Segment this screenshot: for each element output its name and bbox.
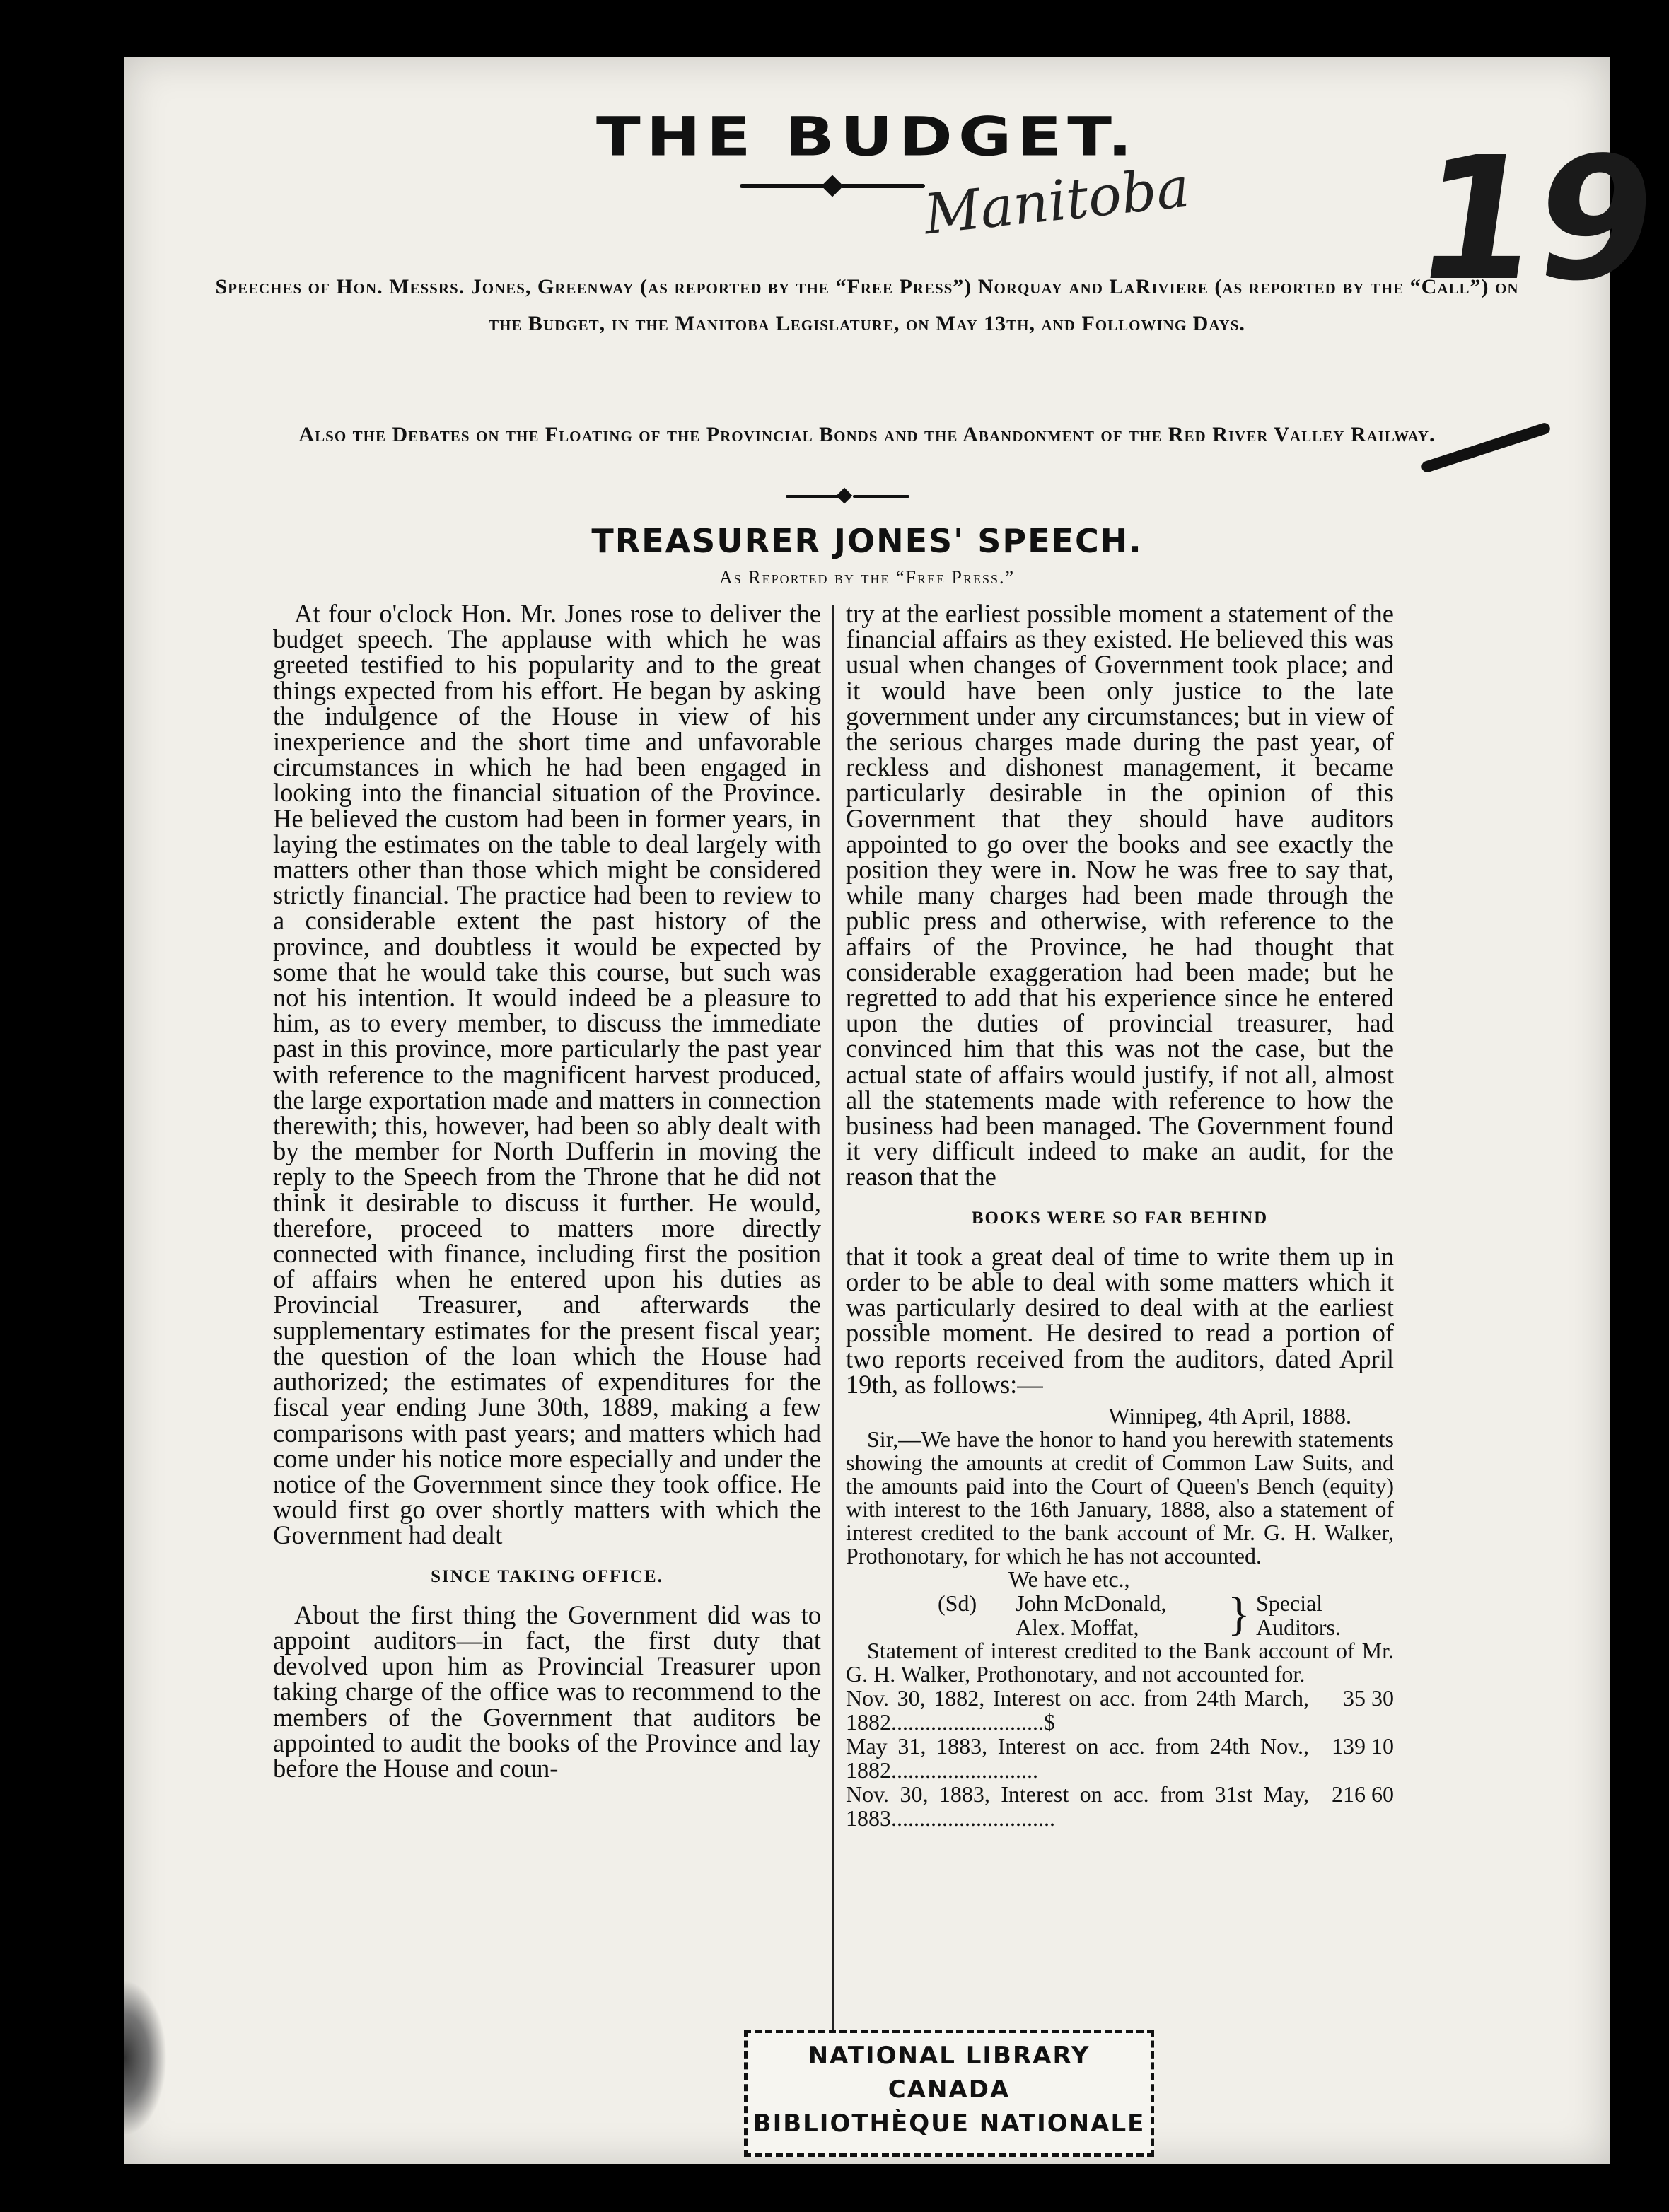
ledger-description: Nov. 30, 1883, Interest on acc. from 31st May, 1883............................. xyxy=(846,1781,1309,1832)
column-divider xyxy=(832,605,834,2047)
subtitle-secondary: Also the Debates on the Floating of the Provincial Bonds and the Abandonment of the Red River Valley Railway. xyxy=(298,423,1436,446)
stamp-line: NATIONAL LIBRARY xyxy=(808,2042,1091,2070)
section-heading: BOOKS WERE SO FAR BEHIND xyxy=(971,1208,1269,1228)
paragraph: try at the earliest possible moment a statement of the financial affairs as they existed. He believed this was usual when changes of Government took place; and it would have been only justice to the late government under any circumstances; but in view of the serious charges made during the past year, of reckless and dishonest management, it became particularly desirable in the opinion of this Government that they should have auditors appointed to go over the books and see exactly the position they were in. Now he was free to say that, while many charges had been made through the public press and otherwise, with reference to the affairs of the Province, he had thought that considerable exaggeration had been made; but he regretted to add that his experience since he entered upon the duties of provincial treasurer, had convinced him that this was not the case, but the actual state of affairs would justify, if not all, almost all the statements made with reference to how the business had been managed. The Government found it very difficult indeed to make an audit, for the reason that the xyxy=(846,599,1394,1192)
right-column xyxy=(846,601,1394,1830)
letter-body: Sir,—We have the honor to hand you herewith statements showing the amounts at credit of Common Law Suits, and the amounts paid into the Court of Queen's Bench (equity) with interest to the 16th January, 1888, also a statement of interest credited to the bank account of Mr. G. H. Walker, Prothonotary, for which he has not accounted. xyxy=(846,1426,1394,1569)
paragraph: About the first thing the Government did was to appoint auditors—in fact, the first duty that devolved upon him as Provincial Treasurer upon taking charge of the office was to recommend to the members of the Government that auditors be appointed to audit the books of the Province and lay before the House and coun- xyxy=(273,1600,821,1783)
title-rule xyxy=(840,184,925,188)
subtitle: Speeches of Hon. Messrs. Jones, Greenway (as reported by the “Free Press”) Norquay and LaRiviere (as reported by the “Call”) on the Budget, in the Manitoba Legislature, on May 13th, and Following Days. xyxy=(215,275,1519,335)
signer-role: Special Auditors. xyxy=(1256,1590,1341,1641)
handwritten-annotation: Manitoba xyxy=(921,156,1192,248)
stamp-line: BIBLIOTHÈQUE NATIONALE xyxy=(752,2109,1146,2138)
signer-name: John McDonald, xyxy=(1016,1590,1167,1617)
signature-block xyxy=(846,1588,1394,1641)
statement-heading: Statement of interest credited to the Bank account of Mr. G. H. Walker, Prothonotary, and not accounted for. xyxy=(846,1638,1394,1687)
ledger-description: Nov. 30, 1882, Interest on acc. from 24th March, 1882...........................$ xyxy=(846,1685,1309,1735)
letter-date: Winnipeg, 4th April, 1888. xyxy=(1108,1403,1351,1429)
section-rule xyxy=(786,495,842,498)
ledger-row xyxy=(846,1782,1394,1830)
speech-title: TREASURER JONES' SPEECH. xyxy=(591,522,1143,560)
letter-closing: We have etc., xyxy=(1008,1566,1130,1593)
sd-label: (Sd) xyxy=(938,1590,977,1617)
ledger-row xyxy=(846,1734,1394,1782)
rule-ornament xyxy=(837,488,853,504)
title-rule xyxy=(740,184,832,188)
page-title: THE BUDGET. xyxy=(596,105,1138,168)
ledger-amount: 139 10 xyxy=(1332,1733,1394,1759)
brace: } xyxy=(1228,1588,1250,1641)
paragraph: that it took a great deal of time to write them up in order to be able to deal with some matters which it was particularly desired to deal with at the earliest possible moment. He desired to read a portion of two reports received from the auditors, dated April 19th, as follows:— xyxy=(846,1241,1394,1399)
signer-name: Alex. Moffat, xyxy=(1016,1614,1139,1641)
ledger-amount: 35 30 xyxy=(1343,1685,1394,1711)
scan-blemish xyxy=(124,1980,167,2136)
handwritten-page-number: 19 xyxy=(1405,120,1669,318)
reported-by: As Reported by the “Free Press.” xyxy=(719,567,1016,588)
paragraph: At four o'clock Hon. Mr. Jones rose to deliver the budget speech. The applause with which he was greeted testified to his popularity and to the great things expected from his effort. He began by asking the indulgence of the House in view of his inexperience and the short time and unfavorable circumstances in which he had been engaged in looking into the financial situation of the Province. He believed the custom had been in former years, in laying the estimates on the table to deal largely with matters other than those which might be considered strictly financial. The practice had been to review to a considerable extent the past history of the province, and doubtless it would be expected by some that he would take this course, but such was not his intention. It would indeed be a pleasure to him, as to every member, to discuss the immediate past in this province, more particularly the past year with reference to the magnificent harvest produced, the large exportation made and matters in connection therewith; this, however, had been so ably dealt with by the member for North Dufferin in moving the reply to the Speech from the Throne that he did not think it desirable to discuss it further. He would, therefore, proceed to matters more directly connected with finance, including first the position of affairs when he entered upon his duties as Provincial Treasurer, and afterwards the supplementary estimates for the present fiscal year; the question of the loan which the House had authorized; the estimates of expenditures for the fiscal year ending June 30th, 1889, making a few comparisons with past years; and matters which had come under his notice more especially and under the notice of the Government since they took office. He would first go over shortly matters with which the Government had dealt xyxy=(273,599,821,1550)
document-page xyxy=(124,57,1669,2164)
ledger-row xyxy=(846,1686,1394,1734)
section-rule xyxy=(853,495,909,498)
library-stamp xyxy=(744,2030,1154,2157)
ledger-amount: 216 60 xyxy=(1332,1781,1394,1808)
stamp-line: CANADA xyxy=(888,2076,1011,2104)
left-column xyxy=(273,601,821,1781)
section-heading: SINCE TAKING OFFICE. xyxy=(431,1566,663,1586)
ledger-description: May 31, 1883, Interest on acc. from 24th Nov., 1882.......................... xyxy=(846,1733,1309,1783)
